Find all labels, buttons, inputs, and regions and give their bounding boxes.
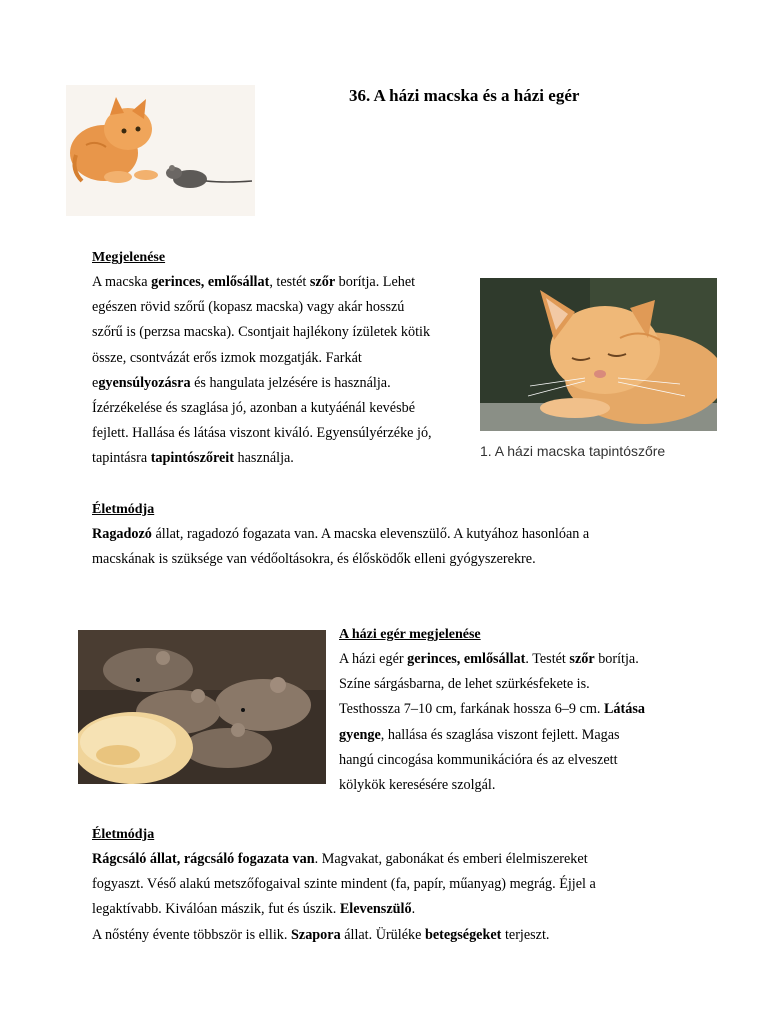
text-line (339, 723, 719, 748)
text-line (92, 295, 472, 320)
bold-text-run: tapintószőreit (150, 450, 234, 467)
text-line (92, 872, 712, 897)
text-run: Testhossza 7–10 cm, farkának hossza 6–9 cm. (339, 701, 604, 718)
text-run: legaktívabb. Kiválóan mászik, fut és úszik. (92, 901, 340, 918)
text-run: , hallása és szaglása viszont fejlett. Magas (380, 726, 620, 743)
text-run: . (411, 901, 416, 918)
text-run: Ízérzékelése és szaglása jó, azonban a kutyáénál kevésbé (92, 400, 415, 417)
cat-and-mouse-image (66, 85, 255, 216)
text-run: e (92, 374, 99, 391)
text-line (92, 371, 472, 396)
text-line (92, 522, 712, 547)
bold-text-run: Elevenszülő (339, 901, 412, 918)
cat-appearance-text (92, 270, 472, 472)
text-run: fejlett. Hallása és látása viszont kiváló. Egyensúlyérzéke jó, (92, 425, 432, 442)
cat-whiskers-photo (480, 278, 717, 431)
mouse-appearance-heading: A házi egér megjelenése (339, 627, 481, 642)
text-run: szőrű is (perzsa macska). Csontjait hajlékony ízületek kötik (92, 324, 431, 341)
bold-text-run: Szapora (291, 926, 341, 943)
cat-appearance-heading: Megjelenése (92, 250, 166, 265)
cat-lifestyle-text (92, 522, 712, 572)
text-line (339, 697, 719, 722)
text-run: . Testét (525, 651, 570, 667)
text-line (339, 672, 719, 697)
bold-text-run: gyenge (339, 726, 381, 743)
text-run: A házi egér (339, 651, 408, 667)
bold-text-run: gerinces, emlősállat (407, 651, 526, 667)
text-line (339, 773, 719, 798)
text-line (92, 320, 472, 345)
text-run: A macska (92, 274, 152, 290)
text-run: terjeszt. (501, 926, 550, 943)
text-run: tapintásra (92, 450, 151, 467)
text-line (92, 446, 472, 471)
text-run: . Magvakat, gabonákat és emberi élelmiszereket (314, 851, 588, 867)
text-run: használja. (233, 450, 294, 467)
text-line (92, 897, 712, 922)
page-title: 36. A házi macska és a házi egér (349, 86, 580, 105)
text-run: borítja. (594, 651, 639, 667)
text-run: , testét (269, 274, 310, 290)
bold-text-run: gerinces, emlősállat (151, 274, 270, 290)
mice-eating-bread-photo (78, 630, 326, 784)
bold-text-run: gyensúlyozásra (98, 374, 191, 391)
text-line (92, 847, 712, 872)
text-run: A nőstény évente többször is ellik. (92, 926, 291, 943)
text-line (92, 270, 472, 295)
bold-text-run: Rágcsáló állat, rágcsáló fogazata van (92, 851, 315, 867)
text-run: macskának is szüksége van védőoltásokra, és élősködők elleni gyógyszerekre. (92, 551, 536, 568)
mouse-appearance-text (339, 647, 719, 798)
text-run: fogyaszt. Véső alakú metszőfogaival szinte mindent (fa, papír, műanyag) megrág. Éjjel a (92, 876, 596, 893)
text-line (339, 748, 719, 773)
bold-text-run: szőr (309, 274, 336, 290)
bold-text-run: szőr (569, 651, 595, 667)
text-line (92, 923, 712, 948)
cat-lifestyle-heading: Életmódja (92, 502, 155, 517)
mouse-lifestyle-text (92, 847, 712, 948)
mouse-lifestyle-heading: Életmódja (92, 827, 155, 842)
text-run: borítja. Lehet (335, 274, 416, 290)
text-run: állat, ragadozó fogazata van. A macska elevenszülő. A kutyához hasonlóan a (151, 526, 590, 542)
text-run: hangú cincogása kommunikációra és az elveszett (339, 751, 618, 768)
bold-text-run: Ragadozó (92, 526, 152, 542)
text-line (92, 346, 472, 371)
text-run: és hangulata jelzésére is használja. (190, 374, 391, 391)
text-line (92, 421, 472, 446)
text-line (339, 647, 719, 672)
cat-photo-caption: 1. A házi macska tapintószőre (480, 443, 666, 459)
text-line (92, 547, 712, 572)
text-line (92, 396, 472, 421)
bold-text-run: Látása (603, 701, 645, 718)
text-run: össze, csontvázát erős izmok mozgatják. Farkát (92, 349, 362, 366)
bold-text-run: betegségeket (424, 926, 502, 943)
text-run: Színe sárgásbarna, de lehet szürkésfekete is. (339, 676, 590, 693)
text-run: kölykök keresésére szolgál. (339, 777, 496, 794)
text-run: egészen rövid szőrű (kopasz macska) vagy akár hosszú (92, 299, 405, 316)
text-run: állat. Ürüléke (340, 926, 425, 943)
